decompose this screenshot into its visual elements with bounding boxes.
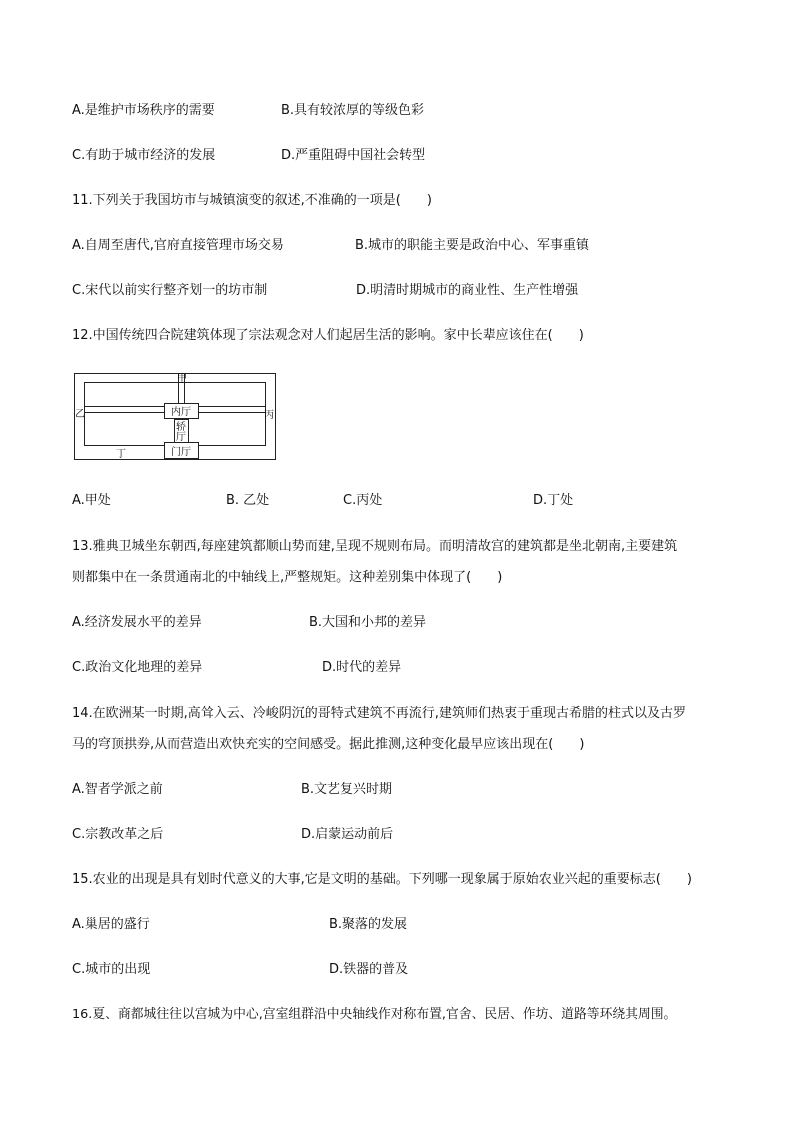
q13-option-c: C.政治文化地理的差异 — [72, 660, 203, 675]
q14-option-d: D.启蒙运动前后 — [301, 827, 394, 842]
diagram-label-jiao: 轿 — [176, 422, 186, 433]
q12-option-b: B. 乙处 — [226, 493, 270, 508]
q15-stem: 15.农业的出现是具有划时代意义的大事,它是文明的基础。下列哪一现象属于原始农业兴起的重要标志( ) — [72, 872, 692, 887]
courtyard-diagram — [74, 373, 277, 461]
q14-stem-line-1: 14.在欧洲某一时期,高耸入云、冷峻阴沉的哥特式建筑不再流行,建筑师们热衷于重现古希腊的柱式以及古罗 — [72, 706, 686, 721]
q14-option-b: B.文艺复兴时期 — [301, 782, 393, 797]
q13-option-a: A.经济发展水平的差异 — [72, 615, 202, 630]
q12-stem: 12.中国传统四合院建筑体现了宗法观念对人们起居生活的影响。家中长辈应该住在( ) — [72, 328, 584, 343]
q14-option-c: C.宗教改革之后 — [72, 827, 164, 842]
diagram-label-ding: 丁 — [116, 449, 126, 460]
q11-option-a: A.自周至唐代,官府直接管理市场交易 — [72, 238, 284, 253]
diagram-label-menting: 门厅 — [171, 447, 191, 458]
q15-option-b: B.聚落的发展 — [329, 917, 408, 932]
q10-option-b: B.具有较浓厚的等级色彩 — [281, 103, 425, 118]
q10-option-c: C.有助于城市经济的发展 — [72, 148, 216, 163]
q15-option-a: A.巢居的盛行 — [72, 917, 150, 932]
q13-option-b: B.大国和小邦的差异 — [309, 615, 427, 630]
diagram-label-yi: 乙 — [75, 409, 85, 420]
q12-option-d: D.丁处 — [533, 493, 574, 508]
diagram-label-ting: 厅 — [176, 432, 186, 443]
q15-option-c: C.城市的出现 — [72, 962, 151, 977]
q10-option-d: D.严重阻碍中国社会转型 — [281, 148, 426, 163]
q10-option-a: A.是维护市场秩序的需要 — [72, 103, 215, 118]
q11-option-d: D.明清时期城市的商业性、生产性增强 — [356, 283, 579, 298]
q14-stem-line-2: 马的穹顶拱券,从而营造出欢快充实的空间感受。据此推测,这种变化最早应该出现在( ) — [72, 737, 585, 752]
q11-option-c: C.宋代以前实行整齐划一的坊市制 — [72, 283, 268, 298]
q13-stem-line-2: 则都集中在一条贯通南北的中轴线上,严整规矩。这种差别集中体现了( ) — [72, 570, 503, 585]
q13-stem-line-1: 13.雅典卫城坐东朝西,每座建筑都顺山势而建,呈现不规则布局。而明清故宫的建筑都是坐北朝南,主要建筑 — [72, 539, 678, 554]
q16-stem: 16.夏、商都城往往以宫城为中心,宫室组群沿中央轴线作对称布置,官舍、民居、作坊、道路等环绕其周围。 — [72, 1007, 677, 1022]
q13-option-d: D.时代的差异 — [322, 660, 402, 675]
q15-option-d: D.铁器的普及 — [329, 962, 409, 977]
q12-option-c: C.丙处 — [343, 493, 383, 508]
q14-option-a: A.智者学派之前 — [72, 782, 163, 797]
diagram-label-jia: 甲 — [177, 373, 187, 384]
diagram-label-neiting: 内厅 — [171, 407, 191, 418]
diagram-label-bing: 丙 — [264, 410, 274, 421]
q11-stem: 11.下列关于我国坊市与城镇演变的叙述,不准确的一项是( ) — [72, 193, 432, 208]
q11-option-b: B.城市的职能主要是政治中心、军事重镇 — [355, 238, 590, 253]
q12-option-a: A.甲处 — [72, 493, 111, 508]
